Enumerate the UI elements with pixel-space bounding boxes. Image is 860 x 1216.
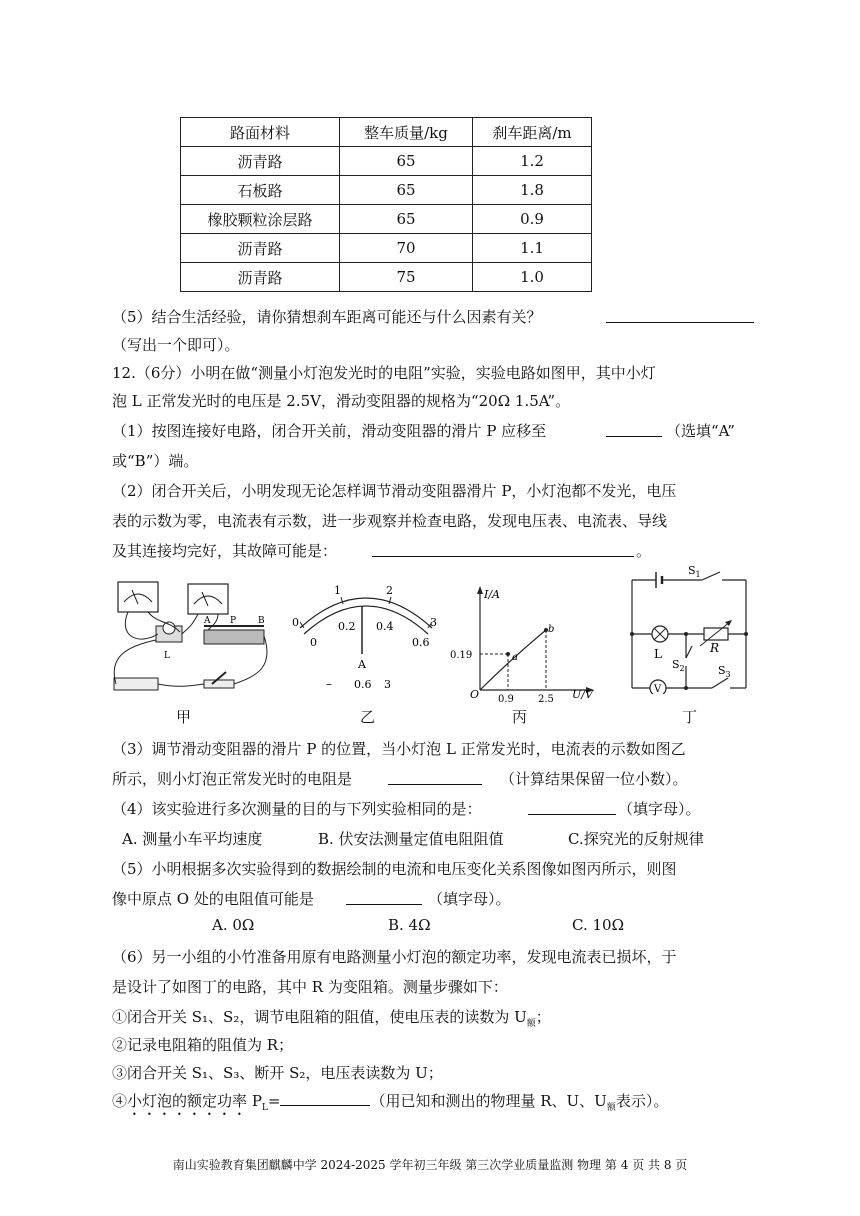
dial-bottom-3: 0.6 — [412, 636, 430, 649]
circuit-label-s3: $S_3$ — [718, 664, 731, 679]
answer-blank[interactable] — [606, 306, 754, 323]
answer-blank[interactable] — [346, 888, 422, 905]
circuit-label-R: R — [710, 641, 720, 655]
dial-bottom-2: 0.4 — [376, 620, 394, 633]
table-cell: 沥青路 — [181, 234, 340, 263]
step-3: ③闭合开关 S₁、S₃、断开 S₂，电压表读数为 U； — [112, 1064, 443, 1082]
table-cell: 65 — [340, 205, 473, 234]
figure-apparatus — [108, 576, 276, 698]
q12-part5-option-c: C. 10Ω — [572, 916, 625, 934]
table-header: 路面材料 — [181, 118, 340, 147]
q12-part4-option-b: B. 伏安法测量定值电阻阻值 — [318, 830, 504, 848]
table-header-row — [181, 118, 592, 147]
q12-part3-line2: 所示，则小灯泡正常发光时的电阻是 — [112, 770, 353, 788]
step-4-p-sub: L — [261, 1103, 268, 1113]
step-2: ②记录电阻箱的阻值为 R； — [112, 1036, 294, 1054]
caption-jia: 甲 — [176, 708, 192, 726]
table-cell: 65 — [340, 176, 473, 205]
q11-part5-line1: （5）结合生活经验，请你猜想刹车距离可能还与什么因素有关？ — [112, 308, 542, 326]
table-cell: 石板路 — [181, 176, 340, 205]
apparatus-label-L: L — [164, 651, 170, 661]
apparatus-label-A: A — [204, 616, 211, 626]
table-row — [181, 234, 592, 263]
figure-iu-graph — [450, 580, 600, 702]
switch-s2 — [686, 646, 692, 658]
table-cell: 1.2 — [473, 147, 592, 176]
q11-part5-line2: （写出一个即可）。 — [112, 336, 240, 354]
table-cell: 沥青路 — [181, 147, 340, 176]
q12-part5-line1: （5）小明根据多次实验得到的数据绘制的电流和电压变化关系图像如图丙所示，则图 — [112, 860, 677, 878]
q12-part2-line3: 及其连接均完好，其故障可能是： — [112, 542, 338, 560]
table-row — [181, 147, 592, 176]
caption-yi: 乙 — [360, 708, 376, 726]
dial-top-0: 0 — [292, 616, 299, 629]
q12-part4-text: （4）该实验进行多次测量的目的与下列实验相同的是： — [112, 800, 482, 818]
table-cell: 75 — [340, 263, 473, 292]
circuit-label-V: V — [654, 684, 662, 694]
graph-y-tick: 0.19 — [450, 650, 473, 661]
dial-bottom-0: 0 — [310, 636, 317, 649]
q12-part4-end: （填字母）。 — [618, 800, 701, 818]
q12-part4-option-c: C.探究光的反射规律 — [568, 830, 704, 848]
apparatus-label-P: P — [230, 616, 237, 626]
terminal-negative: – — [326, 677, 332, 691]
dial-top-3: 3 — [430, 616, 437, 629]
circuit-label-s1: $S_1$ — [688, 564, 701, 579]
answer-blank[interactable] — [606, 420, 662, 437]
circuit-label-s2: $S_2$ — [672, 658, 685, 673]
brake-distance-table — [180, 117, 592, 292]
apparatus-label-B: B — [258, 616, 265, 626]
graph-x-tick-1: 0.9 — [498, 694, 514, 702]
terminal-0.6: 0.6 — [354, 678, 372, 691]
graph-point-a — [506, 652, 510, 656]
table-cell: 沥青路 — [181, 263, 340, 292]
answer-blank[interactable] — [280, 1091, 370, 1106]
dial-top-1: 1 — [334, 584, 341, 597]
table-header: 刹车距离/m — [473, 118, 592, 147]
q12-part5-option-a: A. 0Ω — [212, 916, 255, 934]
q12-part2-line1: （2）闭合开关后，小明发现无论怎样调节滑动变阻器滑片 P，小灯泡都不发光，电压 — [112, 482, 677, 500]
q12-part1-option: （选填“A” — [666, 422, 735, 440]
q12-part1-text: （1）按图连接好电路，闭合开关前，滑动变阻器的滑片 P 应移至 — [112, 422, 547, 440]
answer-blank[interactable] — [388, 768, 482, 785]
q12-part3-end: （计算结果保留一位小数）。 — [500, 770, 688, 788]
table-header: 整车质量/kg — [340, 118, 473, 147]
step-4-note: （用已知和测出的物理量 R、U、U — [370, 1092, 607, 1110]
graph-point-b-label: b — [548, 624, 555, 635]
step-4-note-sub: 额 — [606, 1103, 616, 1113]
q12-part6-line2: 是设计了如图丁的电路，其中 R 为变阻箱。测量步骤如下： — [112, 978, 508, 996]
figure-ammeter-dial — [286, 578, 446, 698]
step-4-emphasis: 小灯泡的额定功率 — [127, 1092, 248, 1110]
q12-part6-line1: （6）另一小组的小竹准备用原有电路测量小灯泡的额定功率，发现电流表已损坏，于 — [112, 948, 677, 966]
page-footer: 南山实验教育集团麒麟中学 2024-2025 学年初三年级 第三次学业质量监测 物理 第 4 页 共 8 页 — [172, 1158, 688, 1172]
graph-origin: O — [470, 688, 480, 701]
graph-ylabel: I/A — [484, 588, 500, 601]
graph-xlabel: U/V — [572, 688, 593, 701]
q12-part5-option-b: B. 4Ω — [388, 916, 431, 934]
q12-part4-option-a: A. 测量小车平均速度 — [122, 830, 263, 848]
q12-part1-end: 或“B”）端。 — [112, 452, 199, 470]
terminal-3: 3 — [384, 678, 391, 691]
dial-top-2: 2 — [386, 584, 393, 597]
step-1-sub: 额 — [526, 1019, 536, 1029]
q12-part2-line2: 表的示数为零，电流表有示数，进一步观察并检查电路，发现电压表、电流表、导线 — [112, 512, 668, 530]
q12-intro-line1: 12.（6分）小明在做“测量小灯泡发光时的电阻”实验，实验电路如图甲，其中小灯 — [112, 364, 656, 382]
table-cell: 橡胶颗粒涂层路 — [181, 205, 340, 234]
circuit-label-L: L — [654, 647, 662, 661]
table-row — [181, 263, 592, 292]
table-cell: 1.8 — [473, 176, 592, 205]
q12-part2-end: 。 — [636, 542, 652, 560]
table-row — [181, 205, 592, 234]
caption-ding: 丁 — [682, 708, 698, 726]
step-4-p: P — [251, 1092, 262, 1110]
caption-bing: 丙 — [512, 708, 528, 726]
switch-s1 — [702, 572, 720, 580]
step-4-eq: = — [267, 1092, 281, 1110]
table-row — [181, 176, 592, 205]
switch-s3 — [712, 678, 728, 688]
q12-part5-end: （填字母）。 — [428, 890, 511, 908]
figure-circuit — [626, 562, 756, 694]
resistance-box-symbol — [704, 628, 728, 640]
table-cell: 0.9 — [473, 205, 592, 234]
step-1 — [112, 1006, 551, 1029]
step-1-end: ； — [535, 1008, 551, 1026]
q12-part5-line2: 像中原点 O 处的电阻值可能是 — [112, 890, 314, 908]
table-cell: 1.1 — [473, 234, 592, 263]
q12-intro-line2: 泡 L 正常发光时的电压是 2.5V，滑动变阻器的规格为“20Ω 1.5A”。 — [112, 392, 571, 410]
q12-part3-line1: （3）调节滑动变阻器的滑片 P 的位置，当小灯泡 L 正常发光时，电流表的示数如图乙 — [112, 740, 686, 758]
dial-unit: A — [358, 658, 366, 671]
table-cell: 1.0 — [473, 263, 592, 292]
dial-bottom-1: 0.2 — [338, 620, 356, 633]
table-cell: 70 — [340, 234, 473, 263]
step-4-num: ④ — [112, 1092, 128, 1110]
graph-x-tick-2: 2.5 — [538, 694, 554, 702]
answer-blank[interactable] — [528, 798, 616, 815]
step-1-text: ①闭合开关 S₁、S₂，调节电阻箱的阻值，使电压表的读数为 U — [112, 1008, 527, 1026]
answer-blank[interactable] — [372, 540, 634, 557]
graph-point-a-label: a — [512, 652, 518, 663]
table-cell: 65 — [340, 147, 473, 176]
step-4-end: 表示）。 — [615, 1092, 669, 1110]
step-4 — [112, 1090, 668, 1119]
